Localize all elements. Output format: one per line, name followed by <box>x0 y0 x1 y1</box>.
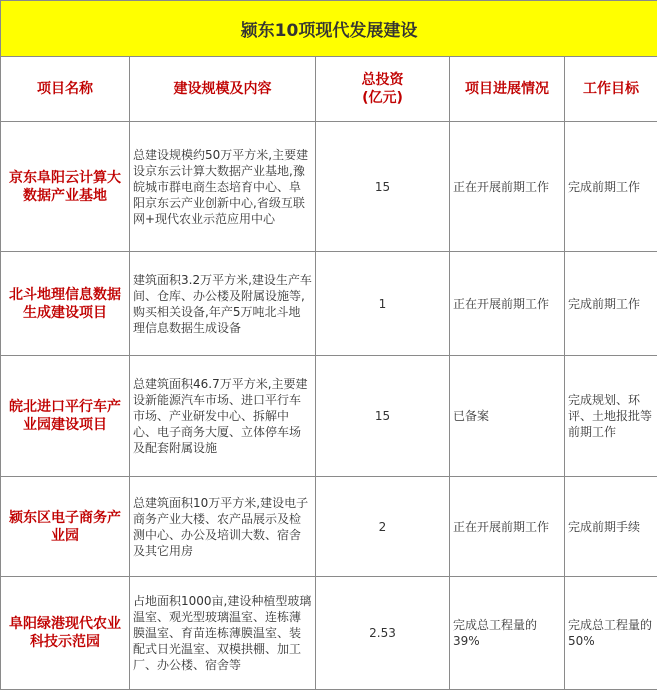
row-goal: 完成前期手续 <box>565 477 657 577</box>
row-name: 阜阳绿港现代农业科技示范园 <box>1 577 130 690</box>
row-name: 北斗地理信息数据生成建设项目 <box>1 252 130 356</box>
row-content: 总建筑面积10万平方米,建设电子商务产业大楼、农产品展示及检测中心、办公及培训大数、宿舍及其它用房 <box>130 477 316 577</box>
header-goal: 工作目标 <box>565 57 657 122</box>
row-progress: 已备案 <box>450 356 565 477</box>
row-goal: 完成前期工作 <box>565 122 657 252</box>
row-content: 总建筑面积46.7万平方米,主要建设新能源汽车市场、进口平行车市场、产业研发中心、拆解中心、电子商务大厦、立体停车场及配套附属设施 <box>130 356 316 477</box>
row-investment: 15 <box>316 122 450 252</box>
row-name: 皖北进口平行车产业园建设项目 <box>1 356 130 477</box>
row-goal: 完成规划、环评、土地报批等前期工作 <box>565 356 657 477</box>
table-row <box>1 577 657 690</box>
header-name: 项目名称 <box>1 57 130 122</box>
row-investment: 2.53 <box>316 577 450 690</box>
table-row <box>1 252 657 356</box>
header-investment-line1: 总投资 <box>361 72 404 88</box>
row-progress: 正在开展前期工作 <box>450 252 565 356</box>
row-progress: 完成总工程量的39% <box>450 577 565 690</box>
row-goal: 完成前期工作 <box>565 252 657 356</box>
row-name: 京东阜阳云计算大数据产业基地 <box>1 122 130 252</box>
table-row <box>1 477 657 577</box>
row-goal: 完成总工程量的50% <box>565 577 657 690</box>
table-title: 颍东10项现代发展建设 <box>1 1 657 57</box>
row-name: 颍东区电子商务产业园 <box>1 477 130 577</box>
row-investment: 15 <box>316 356 450 477</box>
header-investment-line2: (亿元) <box>362 90 403 106</box>
row-investment: 1 <box>316 252 450 356</box>
header-investment <box>316 57 450 122</box>
row-progress: 正在开展前期工作 <box>450 122 565 252</box>
row-content: 总建设规模约50万平方米,主要建设京东云计算大数据产业基地,豫皖城市群电商生态培育中心、阜阳京东云产业创新中心,省级互联网+现代农业示范应用中心 <box>130 122 316 252</box>
row-progress: 正在开展前期工作 <box>450 477 565 577</box>
table-row <box>1 122 657 252</box>
row-content: 建筑面积3.2万平方米,建设生产车间、仓库、办公楼及附属设施等,购买相关设备,年产5万吨北斗地理信息数据生成设备 <box>130 252 316 356</box>
row-investment: 2 <box>316 477 450 577</box>
header-content: 建设规模及内容 <box>130 57 316 122</box>
table-row <box>1 356 657 477</box>
header-progress: 项目进展情况 <box>450 57 565 122</box>
row-content: 占地面积1000亩,建设种植型玻璃温室、观光型玻璃温室、连栋薄膜温室、育苗连栋薄膜温室、装配式日光温室、双模拱棚、加工厂、办公楼、宿舍等 <box>130 577 316 690</box>
